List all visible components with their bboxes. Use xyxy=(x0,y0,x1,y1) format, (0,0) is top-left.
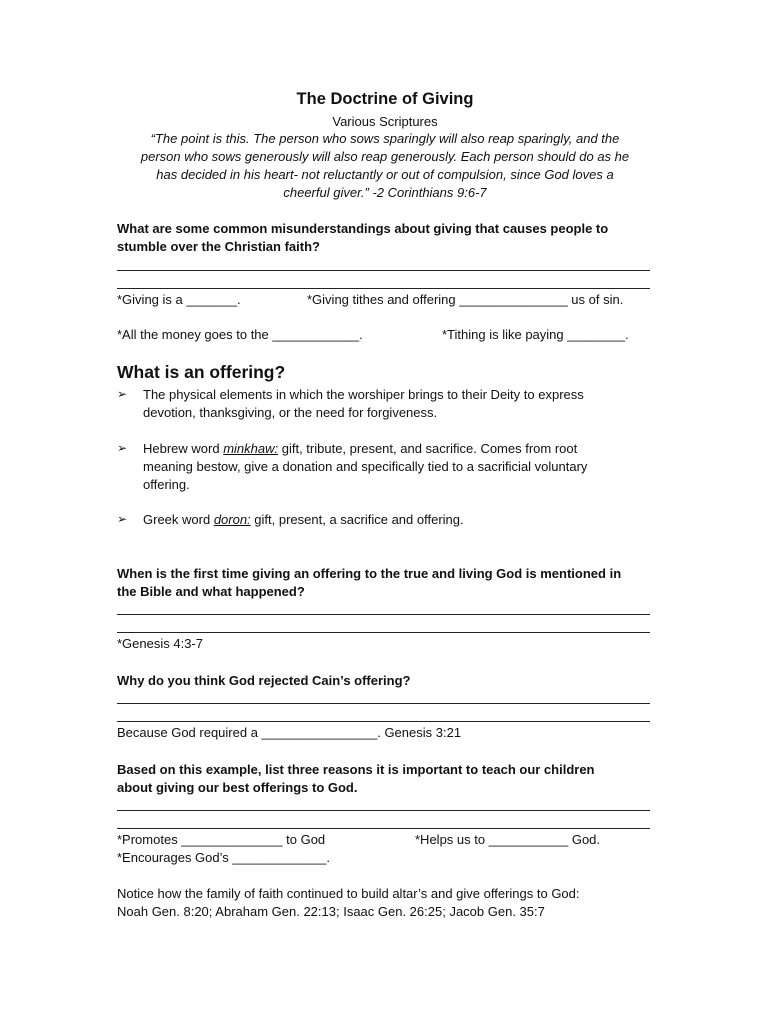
section-heading-offering: What is an offering? xyxy=(117,362,286,382)
arrow-bullet-icon: ➢ xyxy=(117,387,128,401)
question-first-offering: When is the first time giving an offering to the true and living God is mentioned in xyxy=(117,566,622,581)
bullet-text: meaning bestow, give a donation and specifically tied to a sacrificial voluntary xyxy=(143,459,588,474)
blank-helps-us: *Helps us to ___________ God. xyxy=(415,832,601,847)
answer-line xyxy=(117,828,650,829)
document-title: The Doctrine of Giving xyxy=(296,90,474,108)
answer-genesis: *Genesis 4:3-7 xyxy=(117,636,203,651)
blank-giving-is: *Giving is a _______. xyxy=(117,292,241,307)
scripture-quote-line: “The point is this. The person who sows sparingly will also reap sparingly, and the xyxy=(150,131,620,146)
question-misunderstandings: What are some common misunderstandings about giving that causes people to xyxy=(117,221,609,236)
answer-line xyxy=(117,288,650,289)
arrow-bullet-icon: ➢ xyxy=(117,512,128,526)
answer-line xyxy=(117,614,650,615)
blank-encourages: *Encourages God’s _____________. xyxy=(117,850,330,865)
hebrew-term: minkhaw: xyxy=(223,441,279,456)
bullet-text: The physical elements in which the worshiper brings to their Deity to express xyxy=(143,387,584,402)
question-first-offering-cont: the Bible and what happened? xyxy=(117,584,305,599)
answer-line xyxy=(117,810,650,811)
bullet-hebrew-word xyxy=(143,441,577,456)
question-misunderstandings-cont: stumble over the Christian faith? xyxy=(117,239,320,254)
bullet-text: devotion, thanksgiving, or the need for forgiveness. xyxy=(143,405,438,420)
bullet-greek-word xyxy=(143,512,464,527)
blank-money-goes: *All the money goes to the ____________. xyxy=(117,327,363,342)
blank-promotes: *Promotes ______________ to God xyxy=(117,832,326,847)
greek-term: doron: xyxy=(213,512,251,527)
answer-line xyxy=(117,270,650,271)
answer-line xyxy=(117,721,650,722)
question-three-reasons-cont: about giving our best offerings to God. xyxy=(117,780,358,795)
arrow-bullet-icon: ➢ xyxy=(117,441,128,455)
notice-references: Noah Gen. 8:20; Abraham Gen. 22:13; Isaac Gen. 26:25; Jacob Gen. 35:7 xyxy=(117,904,545,919)
bullet-text: gift, tribute, present, and sacrifice. Comes from root xyxy=(278,441,578,456)
question-three-reasons: Based on this example, list three reasons it is important to teach our children xyxy=(117,762,595,777)
scripture-quote-line: has decided in his heart- not reluctantly or out of compulsion, since God loves a xyxy=(156,167,614,182)
blank-god-required: Because God required a ________________. Genesis 3:21 xyxy=(117,725,462,740)
scripture-quote-line: person who sows generously will also reap generously. Each person should do as he xyxy=(140,149,630,164)
question-cain-offering: Why do you think God rejected Cain’s offering? xyxy=(117,673,411,688)
bullet-text: Greek word xyxy=(143,512,214,527)
scripture-quote-line: cheerful giver.” -2 Corinthians 9:6-7 xyxy=(283,185,487,200)
bullet-text: Hebrew word xyxy=(143,441,224,456)
answer-line xyxy=(117,632,650,633)
blank-tithing-like: *Tithing is like paying ________. xyxy=(442,327,629,342)
answer-line xyxy=(117,703,650,704)
bullet-text: gift, present, a sacrifice and offering. xyxy=(250,512,464,527)
notice-text: Notice how the family of faith continued to build altar’s and give offerings to God: xyxy=(117,886,580,901)
blank-tithes-offering: *Giving tithes and offering _______________ us of sin. xyxy=(307,292,624,307)
bullet-text: offering. xyxy=(143,477,190,492)
document-subtitle: Various Scriptures xyxy=(332,114,438,129)
